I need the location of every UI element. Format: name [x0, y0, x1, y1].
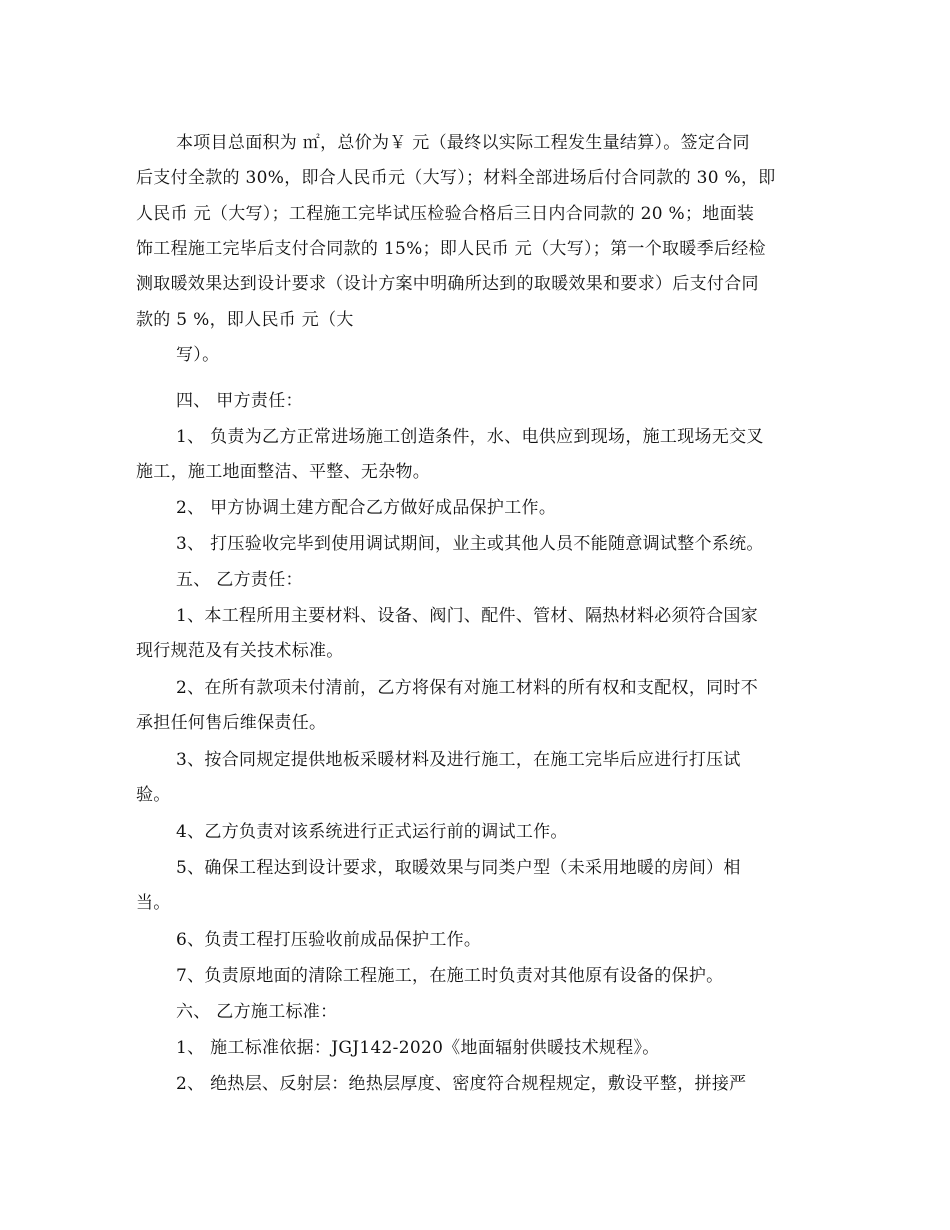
standard-item-1: 1、 施工标准依据：JGJ142-2020《地面辐射供暖技术规程》。	[176, 1038, 660, 1058]
party-b-item-1-line-2: 现行规范及有关技术标准。	[136, 641, 344, 661]
party-b-item-2-line-2: 承担任何售后维保责任。	[136, 713, 327, 733]
party-a-item-2: 2、 甲方协调土建方配合乙方做好成品保护工作。	[176, 498, 557, 518]
party-b-item-3-line-2: 验。	[136, 785, 171, 805]
paragraph-payment-line-1: 本项目总面积为 ㎡，总价为￥ 元（最终以实际工程发生量结算）。签定合同	[176, 133, 750, 153]
paragraph-payment-line-7: 写）。	[176, 345, 220, 365]
section-heading-party-a: 四、 甲方责任：	[176, 391, 303, 411]
paragraph-payment-line-3: 人民币 元（大写）；工程施工完毕试压检验合格后三日内合同款的 20 %；地面装	[136, 204, 755, 224]
section-heading-party-b: 五、 乙方责任：	[176, 570, 303, 590]
standard-item-2: 2、 绝热层、反射层：绝热层厚度、密度符合规程规定，敷设平整，拼接严	[176, 1074, 747, 1094]
party-a-item-3: 3、 打压验收完毕到使用调试期间，业主或其他人员不能随意调试整个系统。	[176, 534, 764, 554]
party-b-item-3-line-1: 3、按合同规定提供地板采暖材料及进行施工，在施工完毕后应进行打压试	[176, 750, 741, 770]
party-b-item-5-line-2: 当。	[136, 893, 171, 913]
party-a-item-1-line-1: 1、 负责为乙方正常进场施工创造条件，水、电供应到现场，施工现场无交叉	[176, 427, 764, 447]
party-b-item-4: 4、乙方负责对该系统进行正式运行前的调试工作。	[176, 822, 568, 842]
party-a-item-1-line-2: 施工，施工地面整洁、平整、无杂物。	[136, 462, 431, 482]
party-b-item-5-line-1: 5、确保工程达到设计要求，取暖效果与同类户型（未采用地暖的房间）相	[176, 858, 741, 878]
party-b-item-7: 7、负责原地面的清除工程施工，在施工时负责对其他原有设备的保护。	[176, 966, 724, 986]
party-b-item-6: 6、负责工程打压验收前成品保护工作。	[176, 930, 482, 950]
paragraph-payment-line-6: 款的 5 %，即人民币 元（大	[136, 310, 354, 330]
paragraph-payment-line-5: 测取暖效果达到设计要求（设计方案中明确所达到的取暖效果和要求）后支付合同	[136, 274, 759, 294]
party-b-item-1-line-1: 1、本工程所用主要材料、设备、阀门、配件、管材、隔热材料必须符合国家	[176, 606, 759, 626]
paragraph-payment-line-2: 后支付全款的 30%，即合人民币元（大写）；材料全部进场后付合同款的 30 %，即	[136, 168, 776, 188]
paragraph-payment-line-4: 饰工程施工完毕后支付合同款的 15%；即人民币 元（大写）；第一个取暖季后经检	[136, 239, 766, 259]
party-b-item-2-line-1: 2、在所有款项未付清前，乙方将保有对施工材料的所有权和支配权，同时不	[176, 678, 759, 698]
section-heading-construction-standard: 六、 乙方施工标准：	[176, 1002, 338, 1022]
